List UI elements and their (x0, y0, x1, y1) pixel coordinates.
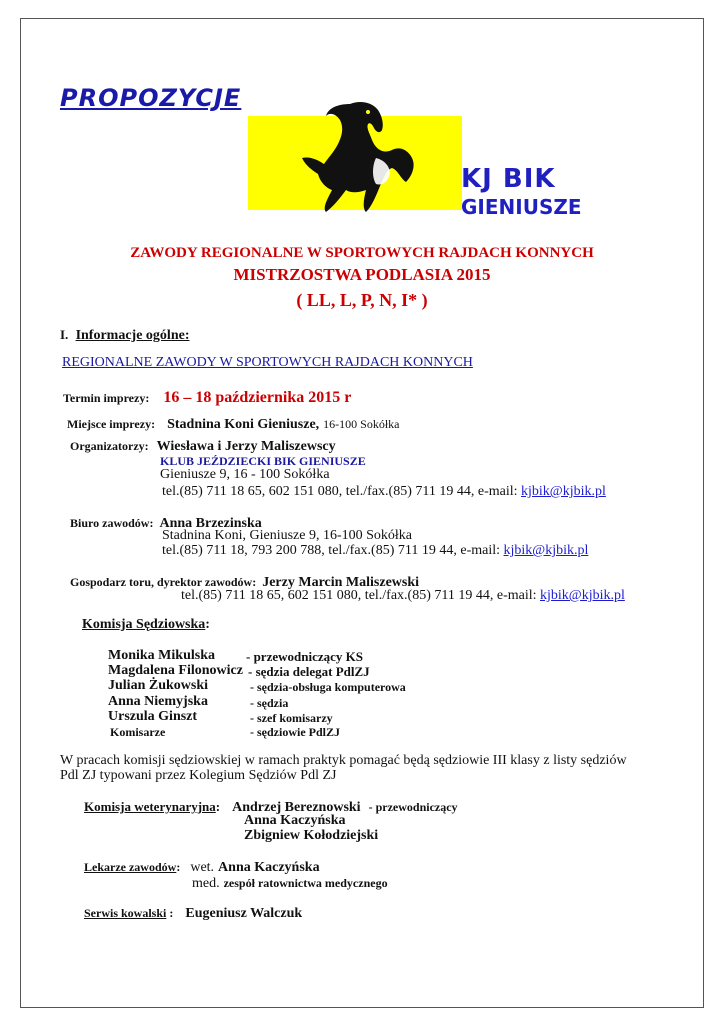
classes-title: ( LL, L, P, N, I* ) (296, 290, 428, 310)
event-date-value: 16 – 18 października 2015 r (163, 389, 352, 406)
championship-title: MISTRZOSTWA PODLASIA 2015 (233, 265, 491, 284)
propozycje-title: PROPOZYCJE (60, 84, 242, 112)
note-line2: Pdl ZJ typowani przez Kolegium Sędziów Pdl ZJ (60, 768, 337, 783)
event-date-row (63, 389, 351, 407)
office-label: Biuro zawodów: (70, 516, 154, 530)
office-contact: tel.(85) 711 18, 793 200 788, tel./fax.(85) 711 19 44, e-mail: kjbik@kjbik.pl (162, 543, 589, 558)
event-title: ZAWODY REGIONALNE W SPORTOWYCH RAJDACH KONNYCH (130, 245, 594, 261)
event-place-label: Miejsce imprezy: (67, 417, 156, 431)
course-host-contact: tel.(85) 711 18 65, 602 151 080, tel./fax.(85) 711 19 44, e-mail: kjbik@kjbik.pl (181, 588, 625, 603)
doctors-row: Lekarze zawodów: wet. Anna Kaczyńska (84, 860, 320, 875)
organizers-address: Gieniusze 9, 16 - 100 Sokółka (160, 467, 330, 482)
farrier-row: Serwis kowalski : Eugeniusz Walczuk (84, 906, 303, 921)
office-email-link[interactable]: kjbik@kjbik.pl (503, 543, 589, 558)
event-place-city: 16-100 Sokółka (323, 417, 400, 431)
judge-name: Urszula Ginszt (108, 709, 198, 724)
judge-name: Monika Mikulska (108, 648, 215, 663)
vet-committee-label: Komisja weterynaryjna (84, 799, 216, 814)
vet-member: Zbigniew Kołodziejski (244, 828, 379, 843)
judge-role: - przewodniczący KS (246, 649, 363, 664)
judge-name: Komisarze (110, 725, 166, 739)
course-host-email-link[interactable]: kjbik@kjbik.pl (540, 588, 625, 603)
judge-role: - szef komisarzy (250, 711, 333, 725)
doctors-vet: Anna Kaczyńska (218, 860, 320, 875)
doctors-label: Lekarze zawodów (84, 860, 177, 874)
vet-chair-name: Andrzej Bereznowski (232, 800, 361, 815)
judge-name: Julian Żukowski (108, 678, 208, 693)
note-line1: W pracach komisji sędziowskiej w ramach praktyk pomagać będą sędziowie III klasy z listy sędziów (60, 753, 627, 768)
farrier-name: Eugeniusz Walczuk (185, 906, 303, 921)
organizers-row (70, 437, 336, 455)
doctors-med: zespół ratownictwa medycznego (223, 876, 388, 890)
section-number: I. Informacje ogólne: (60, 327, 190, 343)
event-place-value: Stadnina Koni Gieniusze, (167, 417, 320, 432)
judge-role: - sędziowie PdlZJ (250, 725, 340, 739)
judge-role: - sędzia (250, 696, 289, 710)
vet-chair-role: - przewodniczący (368, 800, 458, 814)
vet-member: Anna Kaczyńska (244, 813, 346, 828)
judges-committee-heading: Komisja Sędziowska: (82, 617, 210, 632)
doctors-prefix-med: med. (192, 876, 220, 891)
farrier-label: Serwis kowalski (84, 906, 167, 920)
office-address: Stadnina Koni, Gieniusze 9, 16-100 Sokółka (162, 528, 413, 543)
event-date-label: Termin imprezy: (63, 391, 150, 405)
doctors-row-2 (192, 874, 388, 892)
judge-name: Anna Niemyjska (108, 694, 208, 709)
doctors-prefix-vet: wet. (190, 860, 215, 875)
judge-role: - sędzia-obsługa komputerowa (250, 680, 406, 694)
judge-name: Magdalena Filonowicz (108, 663, 243, 678)
organizers-label: Organizatorzy: (70, 439, 149, 453)
section-subheading: REGIONALNE ZAWODY W SPORTOWYCH RAJDACH KONNYCH (62, 355, 473, 370)
club-name-line1: KJ BIK (461, 164, 556, 194)
course-host-label: Gospodarz toru, dyrektor zawodów: (70, 575, 257, 589)
course-host-name: Jerzy Marcin Maliszewski (262, 575, 420, 590)
club-name-line2: GIENIUSZE (461, 195, 582, 219)
judge-role: - sędzia delegat PdlZJ (248, 664, 370, 679)
organizers-email-link[interactable]: kjbik@kjbik.pl (521, 484, 606, 499)
section-heading: Informacje ogólne: (75, 328, 190, 343)
office-name: Anna Brzezinska (159, 516, 262, 531)
organizers-club: KLUB JEŹDZIECKI BIK GIENIUSZE (160, 454, 366, 468)
event-place-row (67, 415, 400, 433)
vet-committee-row: Komisja weterynaryjna: Andrzej Bereznowski - przewodniczący (84, 799, 458, 815)
organizers-contact: tel.(85) 711 18 65, 602 151 080, tel./fax.(85) 711 19 44, e-mail: kjbik@kjbik.pl (162, 484, 606, 499)
organizers-name: Wiesława i Jerzy Maliszewscy (156, 439, 336, 454)
horse-logo-icon (280, 98, 420, 216)
